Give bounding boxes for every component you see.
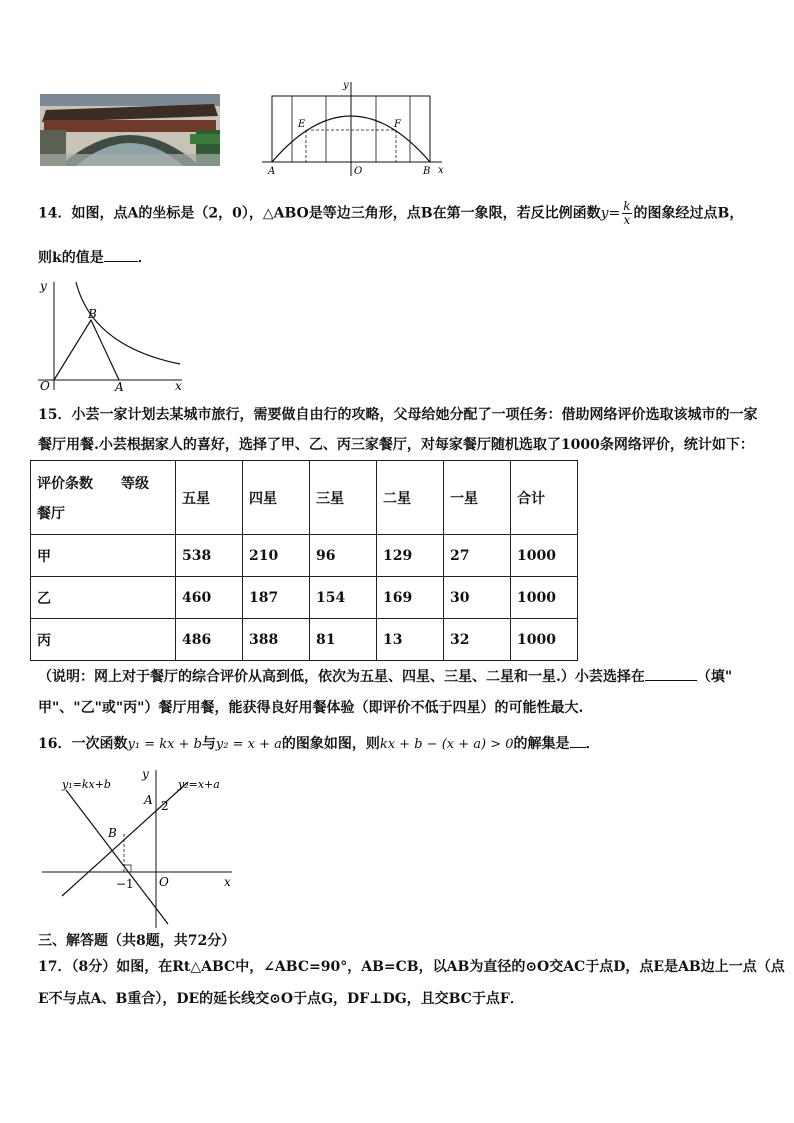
question-17-line1: 17．（8分）如图，在Rt△ABC中，∠ABC=90°，AB=CB，以AB为直径的⊙O交AC于点D，点E是AB边上一点（点 (38, 959, 785, 975)
svg-text:x: x (175, 379, 182, 393)
table-row (31, 577, 578, 619)
question-16: 16．一次函数y₁ = kx + b与y₂ = x + a的图象如图，则kx + b − (x + a) > 0的解集是 ． (38, 733, 760, 756)
svg-text:B: B (108, 826, 117, 840)
svg-text:O: O (159, 875, 169, 889)
line-y1 (66, 790, 168, 924)
question-15-line2: 餐厅用餐.小芸根据家人的喜好，选择了甲、乙、丙三家餐厅，对每家餐厅随机选取了1000条网络评价，统计如下： (38, 437, 754, 453)
table-cell: 187 (243, 577, 310, 619)
question-14-line2: 则k的值是 ． (38, 247, 760, 269)
table-row (31, 535, 578, 577)
row-label: 甲 (31, 535, 176, 577)
table-cell: 1000 (511, 619, 578, 661)
hyperbola-curve (76, 282, 180, 364)
arch-diagram (260, 78, 450, 178)
header-cell: 五星 (176, 461, 243, 535)
question-17-line2: E不与点A、B重合），DE的延长线交⊙O于点G，DF⊥DG，且交BC于点F． (38, 991, 524, 1007)
label-f: F (394, 119, 401, 130)
table-cell: 538 (176, 535, 243, 577)
svg-text:y: y (142, 767, 149, 781)
label-b: B (423, 166, 431, 177)
label-a: A (268, 166, 276, 177)
label-o: O (354, 166, 363, 177)
answer-blank-16 (570, 733, 586, 748)
header-cell: 四星 (243, 461, 310, 535)
fraction-k-over-x: $\frac{k}{x}$ (623, 199, 631, 227)
table-cell: 388 (243, 619, 310, 661)
header-cell: 合计 (511, 461, 578, 535)
label-x: x (438, 165, 444, 176)
header-cell: 二星 (377, 461, 444, 535)
label-y: y (343, 80, 349, 91)
answer-blank-15 (645, 666, 697, 681)
svg-text:B: B (88, 307, 97, 321)
table-cell: 32 (444, 619, 511, 661)
table-cell: 129 (377, 535, 444, 577)
table-cell: 460 (176, 577, 243, 619)
answer-blank-14 (104, 247, 138, 262)
triangle-abo (54, 320, 119, 380)
table-cell: 486 (176, 619, 243, 661)
table-header-row (31, 461, 578, 535)
table-cell: 169 (377, 577, 444, 619)
q16-figure (38, 762, 238, 932)
row-label: 丙 (31, 619, 176, 661)
table-cell: 1000 (511, 577, 578, 619)
svg-text:−1: −1 (116, 877, 134, 891)
table-cell: 1000 (511, 535, 578, 577)
table-cell: 210 (243, 535, 310, 577)
svg-text:A: A (115, 380, 124, 394)
svg-text:y₂=x+a: y₂=x+a (178, 778, 220, 791)
svg-text:2: 2 (161, 799, 169, 813)
svg-text:x: x (224, 875, 231, 889)
table-cell: 13 (377, 619, 444, 661)
svg-text:y₁=kx+b: y₁=kx+b (62, 778, 111, 791)
table-cell: 27 (444, 535, 511, 577)
question-15-line1: 15．小芸一家计划去某城市旅行，需要做自由行的攻略，父母给她分配了一项任务：借助网络评价选取该城市的一家 (38, 407, 758, 423)
table-row (31, 619, 578, 661)
question-14-line1: 14．如图，点A的坐标是（2，0），△ABO是等边三角形，点B在第一象限，若反比例函数y= $\frac{k}{x}$ 的图象经过点B， (38, 199, 744, 227)
label-e: E (298, 119, 306, 130)
q14-figure (34, 276, 190, 394)
table-cell: 30 (444, 577, 511, 619)
table-cell: 96 (310, 535, 377, 577)
section-title: 三、解答题（共8题，共72分） (38, 933, 236, 949)
svg-text:O: O (40, 379, 50, 393)
table-cell: 154 (310, 577, 377, 619)
header-cell: 一星 (444, 461, 511, 535)
table-cell: 81 (310, 619, 377, 661)
question-15-note-line2: 甲"、"乙"或"丙"）餐厅用餐，能获得良好用餐体验（即评价不低于四星）的可能性最大. (38, 700, 584, 716)
bridge-photo (40, 94, 220, 166)
rating-table (30, 460, 578, 661)
question-15-note-line1: （说明：网上对于餐厅的综合评价从高到低，依次为五星、四星、三星、二星和一星.）小芸选择在 （填" (38, 666, 760, 688)
row-label: 乙 (31, 577, 176, 619)
header-cell: 三星 (310, 461, 377, 535)
table-corner-cell: 评价条数 等级 餐厅 (31, 461, 176, 535)
svg-text:y: y (40, 279, 47, 293)
svg-text:A: A (144, 793, 153, 807)
